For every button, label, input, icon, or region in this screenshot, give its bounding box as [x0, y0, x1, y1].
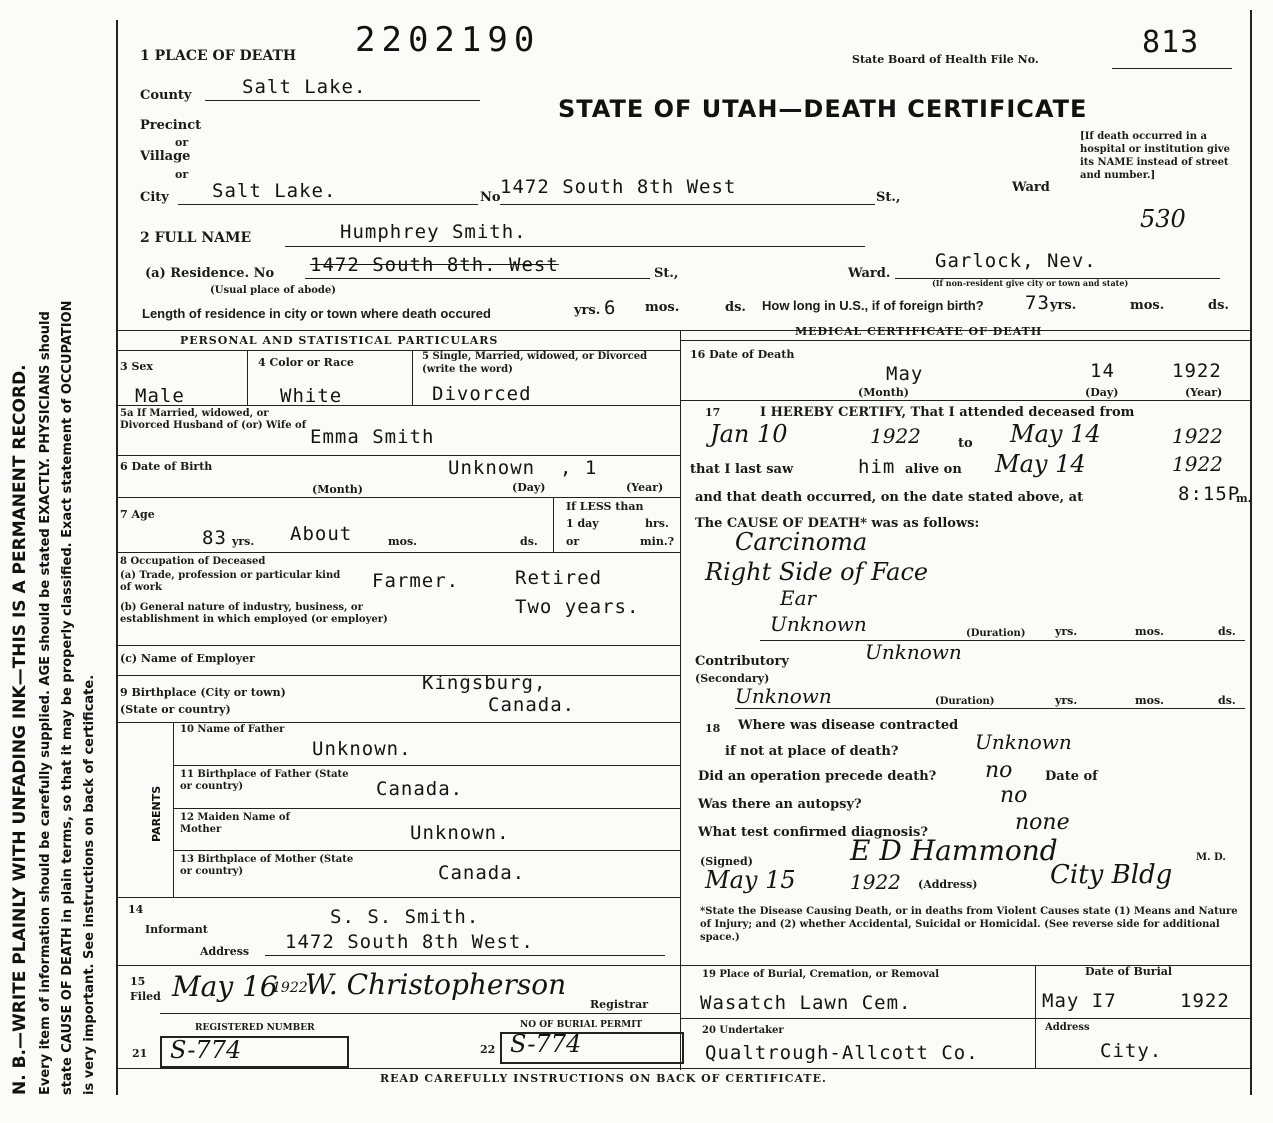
death-month: May	[886, 363, 924, 385]
attended-to: May 14	[1010, 420, 1101, 448]
medical-heading: MEDICAL CERTIFICATE OF DEATH	[795, 325, 1043, 338]
death-certificate: N. B.—WRITE PLAINLY WITH UNFADING INK—THIS IS A PERMANENT RECORD. Every item of information should be carefully supplied. AGE should be stated EXACTLY. PHYSICIANS should state CAUSE OF DEATH in plain terms, so that it may be properly classified. Exact statement of OCCUPATION is very important. See instructions on back of certificate. 1 PLACE OF DEATH 2202190 State Board of Health File No. 813 STATE OF UTAH—DEATH CERTIFICATE [If death occurred in a hospital or institution give its NAME instead of street and number.] 530 County Salt Lake. Precinct or Village or City Salt Lake. No 1472 South 8th West St., Ward 2 FULL NAME Humphrey Smith. (a) Residence. No 1472 South 8th. West St., Ward. Garlock, Nev. (Usual place of abode) (If non-resident give city or town and state) Length of residence in city or town where death occured yrs. 6 mos. ds. How long in U.S., if of foreign birth? 73 yrs. mos. ds. PERSONAL AND STATISTICAL PARTICULARS 3 Sex Male 4 Color or Race White 5 Single, Married, widowed, or Divorced (write the word) Divorced 5a If Married, widowed, or Divorced Husband of (or) Wife of Emma Smith 6 Date of Birth Unknown , 1 (Month) (Day) (Year) 7 Age 83 yrs. About mos. ds. If LESS than 1 day hrs. or min.? 8 Occupation of Deceased (a) Trade, profession or particular kind of work Farmer. Retired (b) General nature of industry, business, or establishment in which employed (or employer) Two years. (c) Name of Employer 9 Birthplace (City or town) Kingsburg, (State or country) Canada. PARENTS 10 Name of Father Unknown. 11 Birthplace of Father (State or country) Canada. 12 Maiden Name of Mother Unknown. 13 Birthplace of Mother (State or country) Canada. 14 Informant S. S. Smith. Address 1472 South 8th West. MEDICAL CERTIFICATE OF DEATH 16 Date of Death May 14 1922 (Month) (Day) (Year) 17 I HEREBY CERTIFY, That I attended deceased from Jan 10 1922 to May 14 1922 that I last saw him alive on May 14 1922 and that death occurred, on the date stated above, at 8:15P m. The CAUSE OF DEATH* was as follows: Carcinoma Right Side of Face Ear Unknown (Duration) yrs. mos. ds. Contributory Unknown (Secondary) Unknown (Duration) yrs. mos. ds. 18 Where was disease contracted if not at place of death? Unknown Did an operation precede death? no Date of Was there an autopsy? no What test confirmed diagnosis? none (Signed) E D Hammond M. D. May 15 1922 (Address) City Bldg *State the Disease Causing Death, or in deaths from Violent Causes state (1) Means and Nature of Injury; and (2) whether Accidental, Suicidal or Homicidal. (See reverse side for additional space.) 15 Filed May 16 1922 W. Christopherson Registrar REGISTERED NUMBER 21 S-774 NO OF BURIAL PERMIT 22 S-774 19 Place of Burial, Cremation, or Removal Wasatch Lawn Cem. Date of Burial May I7 1922 20 Undertaker Qualtrough-Allcott Co. Address City. READ CAREFULLY INSTRUCTIONS ON BACK OF CERTIFICATE.	[0, 0, 1273, 1123]
mother-name: Unknown.	[410, 822, 510, 844]
age-value: 83	[202, 527, 227, 549]
certificate-title: STATE OF UTAH—DEATH CERTIFICATE	[558, 95, 1088, 123]
hospital-note: [If death occurred in a hospital or institution give its NAME instead of street and number.]	[1080, 131, 1230, 181]
cause-of-death-2: Right Side of Face	[705, 558, 929, 586]
cause-of-death-1: Carcinoma	[735, 528, 868, 556]
residence-street: 1472 South 8th. West	[310, 254, 559, 276]
file-number: 813	[1142, 25, 1200, 60]
personal-heading: PERSONAL AND STATISTICAL PARTICULARS	[180, 334, 499, 347]
street-value: 1472 South 8th West	[500, 176, 737, 198]
marital-value: Divorced	[432, 383, 532, 405]
certify-statement: I HEREBY CERTIFY, That I attended deceased from	[760, 405, 1135, 420]
undertaker-address: City.	[1100, 1040, 1163, 1062]
registrar-signature: W. Christopherson	[305, 968, 567, 1001]
autopsy-value: no	[1000, 783, 1028, 808]
contracted-value: Unknown	[975, 730, 1072, 754]
attended-from: Jan 10	[710, 420, 788, 448]
mother-birthplace: Canada.	[438, 862, 526, 884]
side-note-3: state CAUSE OF DEATH in plain terms, so that it may be properly classified. Exact statement of OCCUPATION	[60, 300, 75, 1095]
residence-label: (a) Residence. No	[145, 266, 275, 281]
time-of-death: 8:15P	[1178, 483, 1241, 505]
occupation-note: Retired	[515, 567, 603, 589]
bottom-border	[116, 1068, 1250, 1069]
birthplace-country: Canada.	[488, 694, 576, 716]
occupation-value: Farmer.	[372, 570, 460, 592]
informant-address: 1472 South 8th West.	[285, 931, 534, 953]
physician-signature: E D Hammond	[850, 834, 1058, 867]
race-value: White	[280, 385, 343, 407]
duration-value: Unknown	[770, 612, 867, 636]
contributory-value: Unknown	[865, 640, 962, 664]
county-label: County	[140, 88, 192, 103]
signed-date: May 15	[705, 866, 796, 894]
place-of-death-label: 1 PLACE OF DEATH	[140, 48, 297, 64]
cause-footnote: *State the Disease Causing Death, or in deaths from Violent Causes state (1) Means and Nature of Injury; and (2) whether Accidental, Suicidal or Homicidal. (See reverse side for additional space.)	[700, 906, 1238, 943]
us-years: 73	[1025, 292, 1050, 314]
father-birthplace: Canada.	[376, 778, 464, 800]
dob-value: Unknown	[448, 457, 536, 479]
informant-name: S. S. Smith.	[330, 906, 480, 928]
burial-permit-number: S-774	[510, 1030, 582, 1058]
side-note-4: is very important. See instructions on back of certificate.	[82, 674, 97, 1095]
left-border	[116, 20, 118, 1095]
full-name-value: Humphrey Smith.	[340, 221, 527, 243]
county-value: Salt Lake.	[242, 76, 367, 98]
parents-label: PARENTS	[150, 785, 163, 842]
residence-ward: Garlock, Nev.	[935, 250, 1097, 272]
physician-address: City Bldg	[1050, 860, 1173, 890]
filed-date: May 16	[172, 970, 278, 1003]
certificate-number: 2202190	[355, 20, 541, 60]
birthplace-city: Kingsburg,	[422, 672, 547, 694]
section-divider	[116, 330, 1250, 331]
father-name: Unknown.	[312, 738, 412, 760]
right-border	[1250, 10, 1252, 1095]
last-seen-alive: May 14	[995, 450, 1086, 478]
contributory-duration: Unknown	[735, 684, 832, 708]
age-qualifier: About	[290, 523, 353, 545]
file-no-label: State Board of Health File No.	[852, 53, 1039, 66]
burial-year: 1922	[1180, 990, 1230, 1012]
undertaker-name: Qualtrough-Allcott Co.	[705, 1042, 979, 1064]
death-day: 14	[1090, 360, 1115, 382]
residence-years: 6	[604, 297, 617, 319]
city-label: City	[140, 190, 169, 205]
cause-of-death-3: Ear	[780, 586, 817, 610]
column-divider	[680, 330, 681, 1070]
precinct-label: Precinct	[140, 118, 202, 133]
burial-place: Wasatch Lawn Cem.	[700, 992, 912, 1014]
operation-value: no	[985, 758, 1013, 783]
full-name-label: 2 FULL NAME	[140, 230, 252, 246]
sex-value: Male	[135, 385, 185, 407]
city-value: Salt Lake.	[212, 180, 337, 202]
side-note-1: N. B.—WRITE PLAINLY WITH UNFADING INK—THIS IS A PERMANENT RECORD.	[10, 364, 30, 1095]
handwritten-530: 530	[1140, 205, 1186, 233]
village-label: Village	[140, 149, 191, 164]
death-year: 1922	[1172, 360, 1222, 382]
burial-date: May I7	[1042, 990, 1117, 1012]
footer-instruction: READ CAREFULLY INSTRUCTIONS ON BACK OF CERTIFICATE.	[380, 1072, 827, 1085]
spouse-value: Emma Smith	[310, 426, 435, 448]
industry-value: Two years.	[515, 596, 640, 618]
side-note-2: Every item of information should be carefully supplied. AGE should be stated EXACTLY. PHYSICIANS should	[38, 311, 53, 1095]
diagnosis-test-value: none	[1015, 810, 1070, 835]
registered-number: S-774	[170, 1036, 242, 1064]
ward-label: Ward	[1012, 180, 1050, 195]
